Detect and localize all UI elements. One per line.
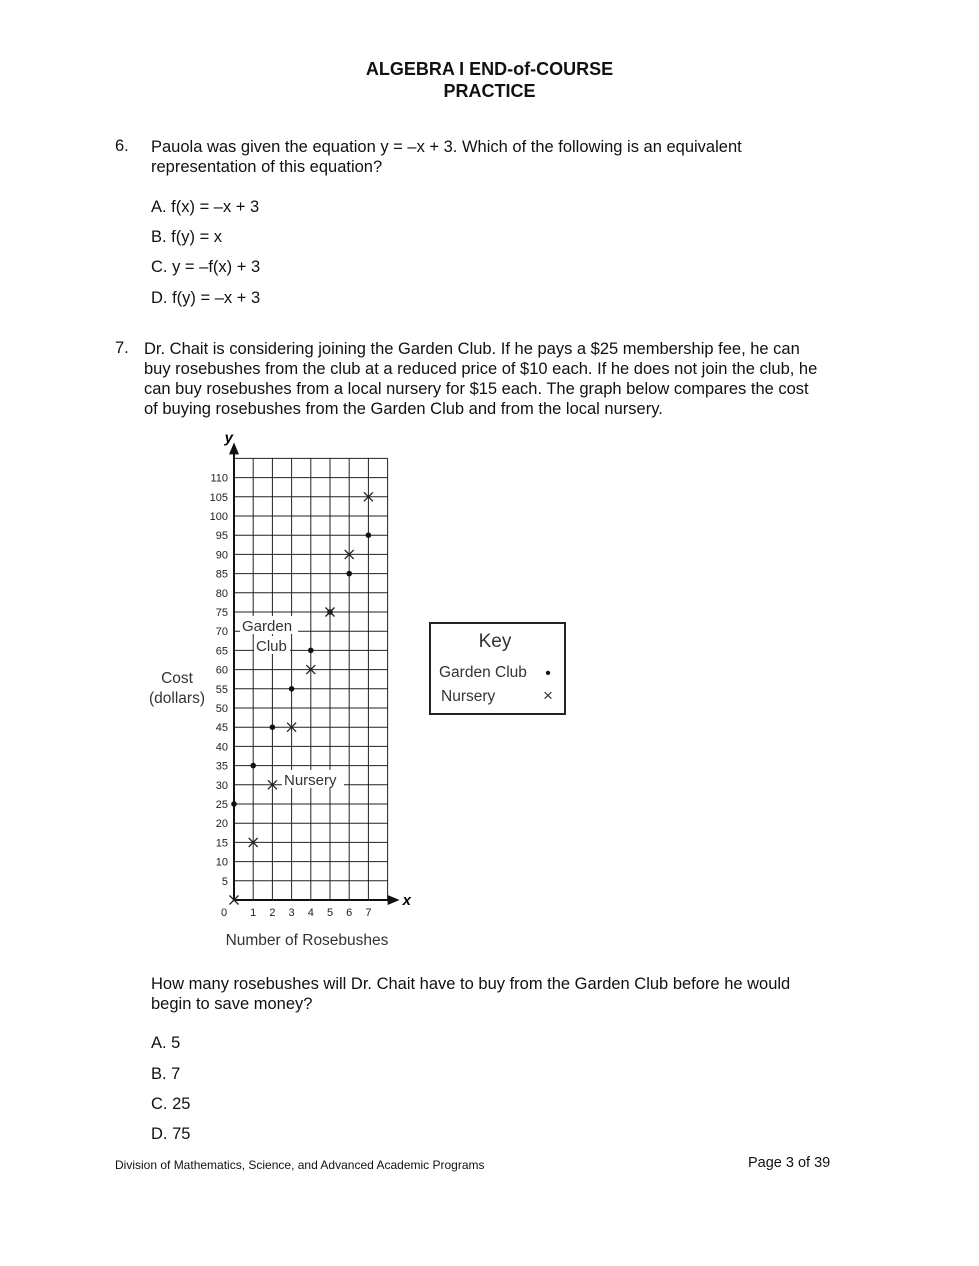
legend-nursery-label: Nursery [441, 688, 496, 705]
q7-stem-line2: buy rosebushes from the club at a reduced price of $10 each. If he does not join the club, he [144, 360, 818, 378]
y-tick-label: 45 [215, 722, 228, 735]
garden-club-point [231, 801, 237, 807]
q6-choice-a[interactable]: A. f(x) = –x + 3 [151, 198, 260, 216]
y-tick-label: 105 [209, 491, 228, 504]
legend-garden-label: Garden Club [439, 664, 527, 681]
garden-club-point [270, 724, 276, 730]
x-axis-letter: x [402, 892, 411, 909]
footer-division: Division of Mathematics, Science, and Advanced Academic Programs [115, 1158, 485, 1172]
x-tick-label: 7 [365, 907, 372, 919]
garden-club-point [289, 686, 295, 692]
y-axis-title-line1: Cost [161, 670, 193, 687]
y-tick-label: 40 [215, 741, 228, 754]
y-tick-label: 55 [215, 683, 228, 696]
q6-choice-c[interactable]: C. y = –f(x) + 3 [151, 258, 261, 276]
y-tick-label: 5 [221, 875, 228, 888]
x-tick-label: 0 [220, 907, 228, 919]
q6-stem-line2: representation of this equation? [151, 158, 383, 176]
garden-club-annotation-line2: Club [256, 638, 287, 655]
rosebush-cost-graph [0, 430, 979, 960]
y-tick-label: 100 [209, 511, 228, 523]
legend-cross-symbol: × [543, 686, 553, 705]
q7-choice-a[interactable]: A. 5 [151, 1034, 181, 1052]
x-tick-label: 6 [346, 907, 353, 919]
y-tick-label: 20 [215, 818, 228, 831]
y-tick-label: 75 [215, 607, 228, 619]
garden-club-point [250, 763, 256, 769]
q7-stem-line4: of buying rosebushes from the Garden Club and from the local nursery. [144, 400, 663, 418]
y-tick-label: 35 [215, 760, 228, 773]
page-title-line2: PRACTICE [443, 81, 536, 101]
q7-stem-line3: can buy rosebushes from a local nursery for $15 each. The graph below compares the cost [144, 380, 809, 398]
y-tick-label: 30 [215, 779, 228, 792]
y-tick-label: 70 [215, 626, 228, 639]
page-title-line1: ALGEBRA I END-of-COURSE [365, 59, 614, 79]
garden-club-annotation-line1: Garden [242, 618, 293, 635]
y-tick-label: 15 [215, 837, 228, 850]
y-tick-label: 85 [215, 568, 228, 581]
x-tick-label: 2 [269, 907, 276, 919]
x-tick-label: 5 [326, 907, 334, 919]
q7-choice-d[interactable]: D. 75 [151, 1125, 191, 1143]
legend-dot-symbol: • [545, 665, 551, 682]
x-tick-label: 3 [288, 907, 295, 919]
y-tick-label: 25 [215, 799, 228, 811]
y-tick-label: 110 [210, 472, 228, 485]
x-tick-label: 4 [307, 907, 314, 919]
y-tick-label: 90 [215, 549, 228, 562]
y-tick-label: 65 [215, 645, 228, 658]
footer-page-number: Page 3 of 39 [748, 1155, 831, 1171]
y-tick-label: 60 [215, 664, 228, 677]
q6-number: 6. [115, 137, 129, 155]
legend-title: Key [478, 631, 512, 652]
q6-stem-line1: Pauola was given the equation y = –x + 3. Which of the following is an equivalent [151, 138, 742, 156]
y-tick-label: 80 [215, 587, 228, 600]
y-tick-label: 95 [215, 530, 228, 543]
y-axis-letter: y [224, 430, 233, 447]
q7-question-line2: begin to save money? [151, 995, 313, 1013]
q7-question-line1: How many rosebushes will Dr. Chait have to buy from the Garden Club before he would [151, 975, 791, 993]
garden-club-point [366, 532, 372, 538]
y-tick-label: 50 [215, 703, 228, 715]
q6-choice-b[interactable]: B. f(y) = x [151, 228, 223, 246]
q7-choice-b[interactable]: B. 7 [151, 1065, 181, 1083]
garden-club-point [346, 571, 352, 577]
q6-choice-d[interactable]: D. f(y) = –x + 3 [151, 289, 261, 307]
q7-choice-c[interactable]: C. 25 [151, 1095, 191, 1113]
x-axis-arrow [388, 895, 400, 905]
nursery-annotation: Nursery [284, 772, 337, 789]
q7-number: 7. [115, 339, 129, 357]
chart-grid [234, 458, 388, 900]
y-tick-label: 10 [215, 856, 228, 869]
x-axis-title: Number of Rosebushes [225, 932, 389, 949]
chart-legend [430, 623, 565, 714]
x-tick-label: 1 [250, 907, 257, 919]
garden-club-point [308, 648, 314, 654]
q7-stem-line1: Dr. Chait is considering joining the Garden Club. If he pays a $25 membership fee, he can [144, 340, 800, 358]
y-axis-title-line2: (dollars) [149, 690, 205, 707]
